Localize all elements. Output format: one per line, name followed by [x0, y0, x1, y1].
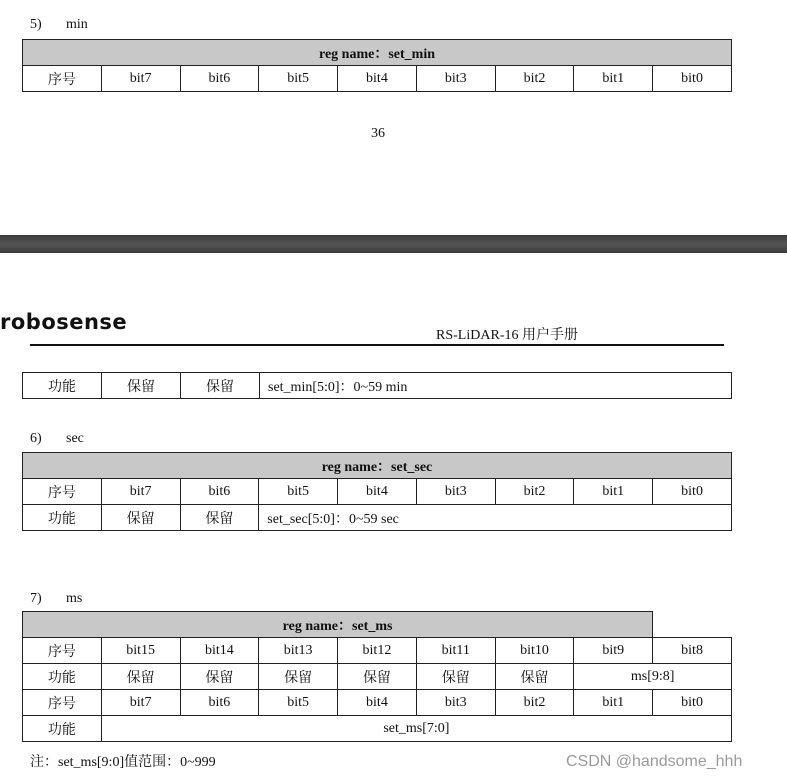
function-cell: set_ms[7:0] [101, 716, 731, 742]
bit-cell: bit7 [101, 690, 180, 716]
section-name: ms [66, 591, 83, 606]
reserved-cell: 保留 [416, 664, 495, 690]
reg-name-header: reg name：set_sec [23, 453, 732, 479]
register-table-ms [22, 611, 732, 742]
bit-cell: bit14 [180, 638, 259, 664]
bit-cell: bit3 [416, 690, 495, 716]
reserved-cell: 保留 [180, 664, 259, 690]
row-label: 序号 [23, 66, 102, 92]
bit-cell: bit4 [338, 690, 417, 716]
reserved-cell: 保留 [102, 373, 181, 399]
bit-cell: bit5 [259, 479, 338, 505]
bit-cell: bit8 [653, 638, 732, 664]
row-label: 序号 [23, 479, 102, 505]
function-cell: ms[9:8] [574, 664, 732, 690]
row-label: 序号 [23, 690, 102, 716]
document-title: RS-LiDAR-16 用户手册 [436, 328, 578, 343]
bit-cell: bit6 [180, 479, 259, 505]
table-row [23, 690, 732, 716]
reg-name-header: reg name：set_min [23, 40, 732, 66]
robosense-logo: robosense [0, 310, 128, 334]
table-row [23, 716, 732, 742]
bit-cell: bit10 [495, 638, 574, 664]
section-name: sec [66, 431, 84, 446]
reserved-cell: 保留 [101, 664, 180, 690]
section-number: 5) [30, 17, 42, 32]
bit-cell: bit0 [653, 690, 732, 716]
section-title-sec [30, 431, 84, 447]
row-label: 功能 [23, 373, 102, 399]
bit-cell: bit4 [338, 479, 417, 505]
function-cell: set_min[5:0]：0~59 min [260, 373, 732, 399]
bit-cell: bit5 [259, 66, 338, 92]
section-title-ms [30, 591, 82, 607]
bit-cell: bit6 [180, 66, 259, 92]
section-name: min [66, 17, 88, 32]
row-label: 序号 [23, 638, 102, 664]
bit-cell: bit1 [574, 479, 653, 505]
range-note: 注：set_ms[9:0]值范围：0~999 [30, 755, 216, 770]
bit-cell: bit2 [495, 690, 574, 716]
bit-cell: bit2 [495, 66, 574, 92]
reserved-cell: 保留 [180, 505, 259, 531]
row-label: 功能 [23, 505, 102, 531]
bit-cell: bit11 [416, 638, 495, 664]
page-break-divider [0, 235, 787, 253]
reserved-cell: 保留 [338, 664, 417, 690]
bit-cell: bit2 [495, 479, 574, 505]
table-row [23, 479, 732, 505]
table-row [23, 373, 732, 399]
function-cell: set_sec[5:0]：0~59 sec [259, 505, 732, 531]
bit-cell: bit9 [574, 638, 653, 664]
bit-cell: bit7 [101, 66, 180, 92]
bit-cell: bit3 [416, 66, 495, 92]
reserved-cell: 保留 [495, 664, 574, 690]
bit-cell: bit15 [101, 638, 180, 664]
row-label: 功能 [23, 664, 102, 690]
bit-cell: bit4 [338, 66, 417, 92]
reg-name-header: reg name：set_ms [23, 612, 653, 638]
csdn-watermark: CSDN @handsome_hhh [566, 753, 743, 770]
bit-cell: bit1 [574, 690, 653, 716]
reserved-cell: 保留 [101, 505, 180, 531]
page-number: 36 [371, 126, 385, 141]
bit-cell: bit5 [259, 690, 338, 716]
reserved-cell: 保留 [181, 373, 260, 399]
table-row [23, 66, 732, 92]
bit-cell: bit13 [259, 638, 338, 664]
bit-cell: bit3 [416, 479, 495, 505]
row-label: 功能 [23, 716, 102, 742]
bit-cell: bit0 [653, 66, 732, 92]
bit-cell: bit0 [653, 479, 732, 505]
bit-cell: bit12 [338, 638, 417, 664]
bit-cell: bit7 [101, 479, 180, 505]
bit-cell: bit6 [180, 690, 259, 716]
register-table-min-bottom [22, 372, 732, 399]
reserved-cell: 保留 [259, 664, 338, 690]
table-row [23, 664, 732, 690]
section-number: 7) [30, 591, 42, 606]
section-number: 6) [30, 431, 42, 446]
register-table-min-top [22, 39, 732, 92]
section-title-min [30, 17, 88, 33]
header-rule [30, 344, 724, 346]
bit-cell: bit1 [574, 66, 653, 92]
register-table-sec [22, 452, 732, 531]
table-row [23, 505, 732, 531]
table-row [23, 638, 732, 664]
